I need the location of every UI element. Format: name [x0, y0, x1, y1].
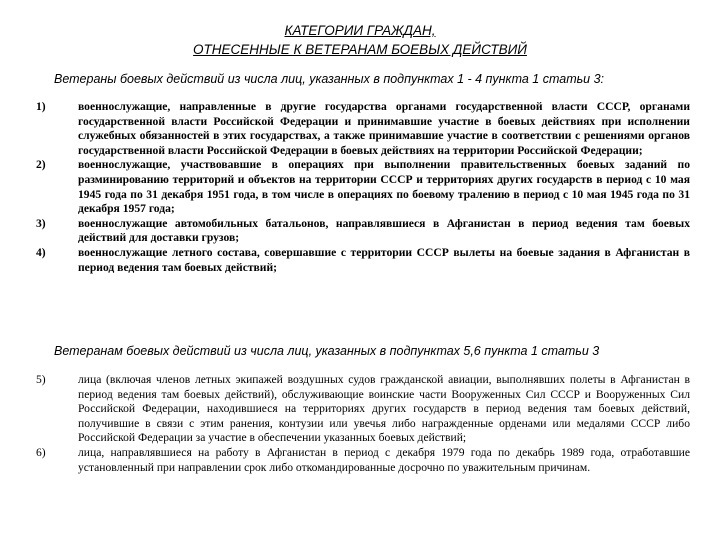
section-1-intro: Ветераны боевых действий из числа лиц, указанных в подпунктах 1 - 4 пункта 1 статьи 3:: [54, 72, 605, 86]
list-item-number: 6): [36, 445, 46, 459]
list-item-text: военнослужащие летного состава, совершавшие с территории СССР вылеты на боевые задания в Афганистан в период ведения там боевых действий;: [78, 245, 690, 274]
list-item-text: лица, направлявшиеся на работу в Афганистан в период с декабря 1979 года по декабрь 1989 года, отработавшие установленный при направлении срок либо откомандированные досрочно по уважительным причинам.: [78, 445, 690, 474]
list-item-text: военнослужащие автомобильных батальонов, направлявшиеся в Афганистан в период ведения там боевых действий для доставки грузов;: [78, 216, 690, 245]
list-item: [36, 246, 696, 275]
list-item-number: 5): [36, 373, 46, 386]
list-item: [36, 446, 696, 475]
document-title-line-2: ОТНЕСЕННЫЕ К ВЕТЕРАНАМ БОЕВЫХ ДЕЙСТВИЙ: [193, 42, 527, 57]
list-item-text: лица (включая членов летных экипажей воздушных судов гражданской авиации, выполнявших полеты в Афганистан в период ведения там боевых действий), обслуживающие воинские части Вооруженных Сил СССР и Вооруженных Сил Российской Федерации, находившиеся на территориях других государств в период ведения там боевых действий, получившие в связи с этим ранения, контузии или увечья либо награжденные орденами или медалями СССР либо Российской Федерации за участие в обеспечении указанных боевых действий;: [78, 373, 690, 445]
list-item: [36, 100, 696, 158]
section-2-intro: Ветеранам боевых действий из числа лиц, указанных в подпунктах 5,6 пункта 1 статьи 3: [54, 344, 600, 358]
list-item: [36, 158, 696, 216]
list-item-number: 1): [36, 100, 46, 113]
section-2-list: [36, 373, 696, 475]
list-item-text: военнослужащие, участвовавшие в операциях при выполнении правительственных боевых заданий по разминированию территорий и объектов на территории СССР и территориях других государств в период с 10 мая 1945 года по 31 декабря 1951 года, в том числе в операциях по боевому тралению в период с 10 мая 1945 года по 31 декабря 1957 года;: [78, 158, 690, 216]
list-item: [36, 373, 696, 446]
list-item-number: 2): [36, 158, 46, 172]
list-item-number: 3): [36, 216, 46, 230]
list-item-number: 4): [36, 245, 46, 259]
list-item-text: военнослужащие, направленные в другие государства органами государственной власти СССР, органами государственной власти Российской Федерации и принимавшие участие в боевых действиях при исполнении служебных обязанностей в этих государствах, а также принимавшие участие в соответствии с решениями органов государственной власти Российской Федерации в боевых действиях на территории Российской Федерации;: [78, 100, 690, 157]
section-1-list: [36, 100, 696, 275]
document-title-line-1: КАТЕГОРИИ ГРАЖДАН,: [284, 23, 436, 38]
list-item: [36, 217, 696, 246]
